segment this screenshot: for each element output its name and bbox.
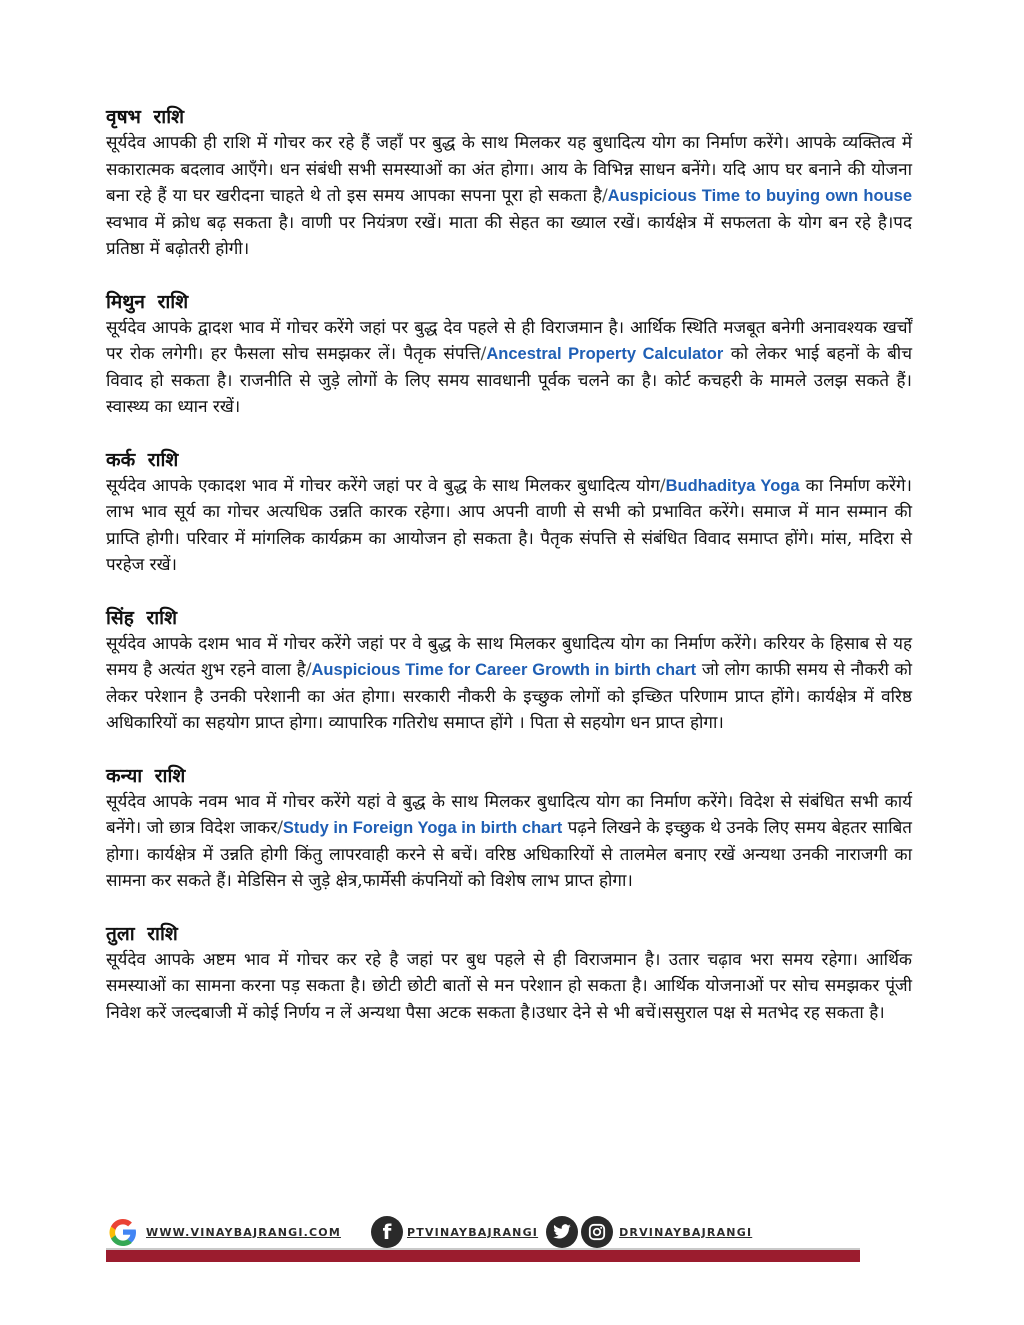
paragraph-text: पढ़ने लिखने के इच्छुक थे उनके लिए समय बेहतर साबित होगा। कार्यक्षेत्र में उन्नति होगी किंतु लापरवाही करने से बचें। वरिष्ठ अधिकारियों से तालमेल बनाए रखें अन्यथा उनकी नाराजगी का सामना कर सकते हैं। मेडिसिन से जुड़े क्षेत्र,फार्मेसी कंपनियों को विशेष लाभ प्राप्त होगा।	[106, 818, 912, 891]
section-heading: कन्या राशि	[106, 764, 186, 787]
footer-links	[106, 1212, 752, 1252]
paragraph-text: को लेकर भाई बहनों के बीच विवाद हो सकता है। राजनीति से जुड़े लोगों के लिए समय सावधानी पूर्वक चलने का है। कोर्ट कचहरी के मामले उलझ सकते हैं। स्वास्थ्य का ध्यान रखें।	[106, 344, 912, 417]
paragraph-text: सूर्यदेव आपके एकादश भाव में गोचर करेंगे जहां पर वे बुद्ध के साथ मिलकर बुधादित्य योग	[106, 475, 660, 496]
paragraph-text: का निर्माण करेंगे। लाभ भाव सूर्य का गोचर अत्यधिक उन्नति कारक रहेगा। आप अपनी वाणी से सभी को प्रभावित करेंगे। समाज में मान सम्मान की प्राप्ति होगी। परिवार में मांगलिक कार्यक्रम का आयोजन हो सकता है। पैतृक संपत्ति से संबंधित विवाद समाप्त होंगे। मांस, मदिरा से परहेज रखें।	[106, 475, 912, 575]
section-paragraph	[106, 631, 912, 737]
paragraph-text: सूर्यदेव आपके द्वादश भाव में गोचर करेंगे जहां पर बुद्ध देव पहले से ही विराजमान है। आर्थिक स्थिति मजबूत बनेगी अनावश्यक खर्चों पर रोक लगेगी। हर फैसला सोच समझकर लें। पैतृक संपत्ति	[106, 317, 912, 364]
paragraph-text: स्वभाव में क्रोध बढ़ सकता है। वाणी पर नियंत्रण रखें। माता की सेहत का ख्याल रखें। कार्यक्षेत्र में सफलता के योग बन रहे है।पद प्रतिष्ठा में बढ़ोतरी होगी।	[106, 212, 912, 259]
link-separator: /	[659, 475, 666, 496]
section-paragraph	[106, 315, 912, 421]
link-separator: /	[305, 660, 312, 680]
career-growth-link[interactable]: Auspicious Time for Career Growth in birth chart	[311, 661, 697, 679]
facebook-handle[interactable]: PTVINAYBAJRANGI	[406, 1225, 539, 1239]
paragraph-text: सूर्यदेव आपके नवम भाव में गोचर करेंगे यहां वे बुद्ध के साथ मिलकर बुधादित्य योग का निर्माण करेंगे। विदेश से संबंधित सभी कार्य बनेंगे। जो छात्र विदेश जाकर	[106, 791, 912, 838]
section-simha	[106, 605, 912, 737]
social-handle[interactable]: DRVINAYBAJRANGI	[619, 1225, 753, 1239]
section-kark	[106, 447, 912, 579]
google-icon	[106, 1215, 140, 1249]
section-vrishabh	[106, 104, 912, 263]
horoscope-content	[106, 104, 912, 1052]
section-heading: वृषभ राशि	[106, 106, 185, 128]
budhaditya-yoga-link[interactable]: Budhaditya Yoga	[665, 476, 800, 495]
section-kanya	[106, 763, 912, 895]
house-buying-link[interactable]: Auspicious Time to buying own house	[607, 187, 913, 205]
website-link[interactable]: WWW.VINAYBAJRANGI.COM	[146, 1225, 341, 1239]
paragraph-text: सूर्यदेव आपकी ही राशि में गोचर कर रहे हैं जहाँ पर बुद्ध के साथ मिलकर यह बुधादित्य योग का निर्माण करेंगे। आपके व्यक्तित्व में सकारात्मक बदलाव आएँगे। धन संबंधी सभी समस्याओं का अंत होगा। आय के विभिन्न साधन बनेंगे। यदि आप घर बनाने की योजना बना रहे हैं या घर खरीदना चाहते थे तो इस समय आपका सपना पूरा हो सकता है	[106, 133, 912, 206]
paragraph-text: सूर्यदेव आपके दशम भाव में गोचर करेंगे जहां पर वे बुद्ध के साथ मिलकर बुधादित्य योग का निर्माण करेंगे। करियर के हिसाब से यह समय है अत्यंत शुभ रहने वाला है	[106, 633, 912, 680]
section-paragraph	[106, 947, 912, 1027]
section-heading: तुला राशि	[106, 922, 178, 945]
section-mithun	[106, 289, 912, 421]
ancestral-property-link[interactable]: Ancestral Property Calculator	[486, 345, 724, 363]
section-paragraph	[106, 789, 912, 895]
footer	[106, 1212, 860, 1264]
section-heading: मिथुन राशि	[106, 290, 189, 313]
foreign-study-link[interactable]: Study in Foreign Yoga in birth chart	[282, 819, 563, 837]
footer-bar	[106, 1250, 860, 1262]
section-heading: सिंह राशि	[106, 606, 178, 629]
paragraph-text: जो लोग काफी समय से नौकरी को लेकर परेशान है उनकी परेशानी का अंत होगा। सरकारी नौकरी के इच्छुक लोगों को इच्छित परिणाम प्राप्त होंगे। कार्यक्षेत्र में वरिष्ठ अधिकारियों का सहयोग प्राप्त होगा। व्यापारिक गतिरोध समाप्त होंगे । पिता से सहयोग धन प्राप्त होगा।	[106, 660, 912, 733]
paragraph-text: सूर्यदेव आपके अष्टम भाव में गोचर कर रहे है जहां पर बुध पहले से ही विराजमान है। उतार चढ़ाव भरा समय रहेगा। आर्थिक समस्याओं का सामना करना पड़ सकता है। छोटी छोटी बातों से मन परेशान हो सकता है। आर्थिक योजनाओं पर सोच समझकर पूंजी निवेश करें जल्दबाजी में कोई निर्णय न लें अन्यथा पैसा अटक सकता है।उधार देने से भी बचें।ससुराल पक्ष से मतभेद रह सकता है।	[106, 949, 912, 1023]
link-separator: /	[480, 344, 487, 364]
link-separator: /	[601, 186, 608, 206]
section-paragraph	[106, 130, 912, 263]
twitter-icon[interactable]	[546, 1216, 578, 1248]
section-tula	[106, 921, 912, 1027]
instagram-icon[interactable]	[581, 1216, 613, 1248]
facebook-icon[interactable]: f	[371, 1216, 403, 1248]
link-separator: /	[277, 818, 283, 838]
section-heading: कर्क राशि	[106, 448, 179, 471]
section-paragraph	[106, 473, 912, 579]
